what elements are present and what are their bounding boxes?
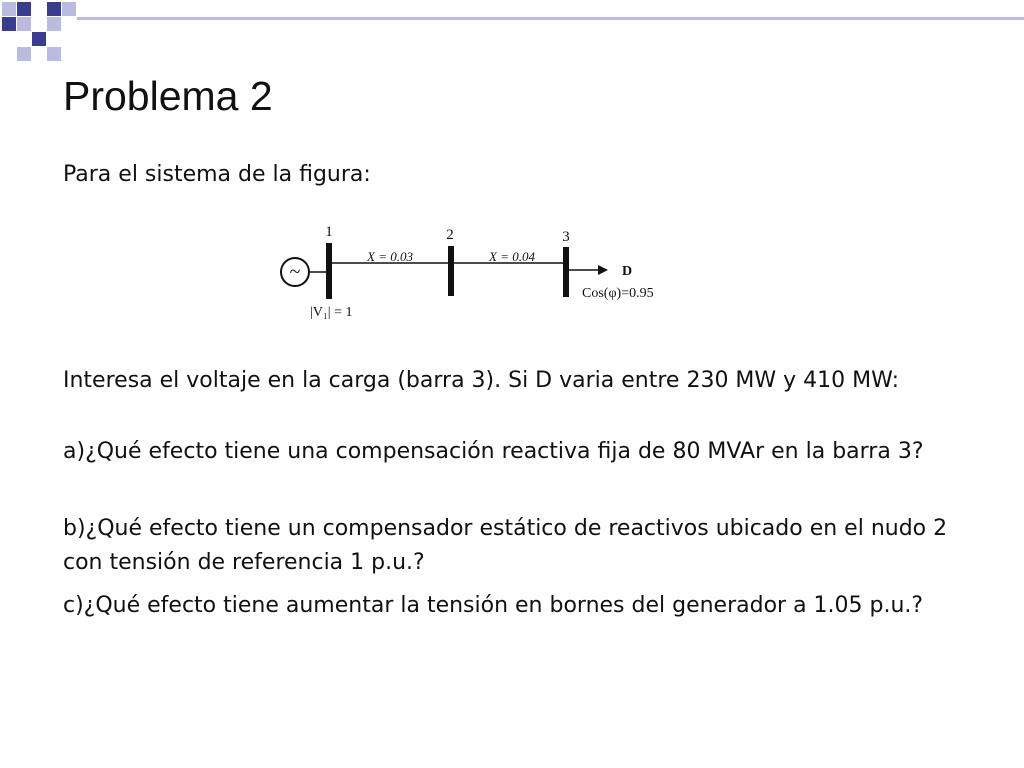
line-2-reactance: X = 0.04 bbox=[489, 249, 535, 264]
header-decoration bbox=[0, 0, 1024, 70]
bus-2-bar bbox=[448, 246, 454, 296]
question-c: c)¿Qué efecto tiene aumentar la tensión en bornes del generador a 1.05 p.u.? bbox=[63, 593, 924, 618]
generator-symbol: ~ bbox=[289, 261, 301, 283]
power-system-diagram bbox=[272, 215, 682, 330]
load-arrow-head bbox=[598, 265, 608, 275]
power-factor-label: Cos(φ)=0.95 bbox=[582, 286, 654, 301]
bus-3-bar bbox=[563, 247, 569, 297]
bus-2-label: 2 bbox=[446, 227, 454, 243]
bus-1-bar bbox=[326, 243, 332, 299]
slide-title: Problema 2 bbox=[63, 73, 273, 119]
load-label: D bbox=[622, 264, 633, 279]
intro-text: Para el sistema de la figura: bbox=[63, 162, 371, 187]
line-1-reactance: X = 0.03 bbox=[367, 249, 413, 264]
question-b: b)¿Qué efecto tiene un compensador estático de reactivos ubicado en el nudo 2 con tensión de referencia 1 p.u.? bbox=[63, 516, 948, 575]
voltage-label: |V₁| = 1 bbox=[310, 305, 353, 320]
bus-1-label: 1 bbox=[325, 224, 333, 240]
interest-paragraph: Interesa el voltaje en la carga (barra 3). Si D varia entre 230 MW y 410 MW: bbox=[63, 368, 900, 393]
bus-3-label: 3 bbox=[562, 229, 570, 245]
question-a: a)¿Qué efecto tiene una compensación reactiva fija de 80 MVAr en la barra 3? bbox=[63, 439, 924, 464]
